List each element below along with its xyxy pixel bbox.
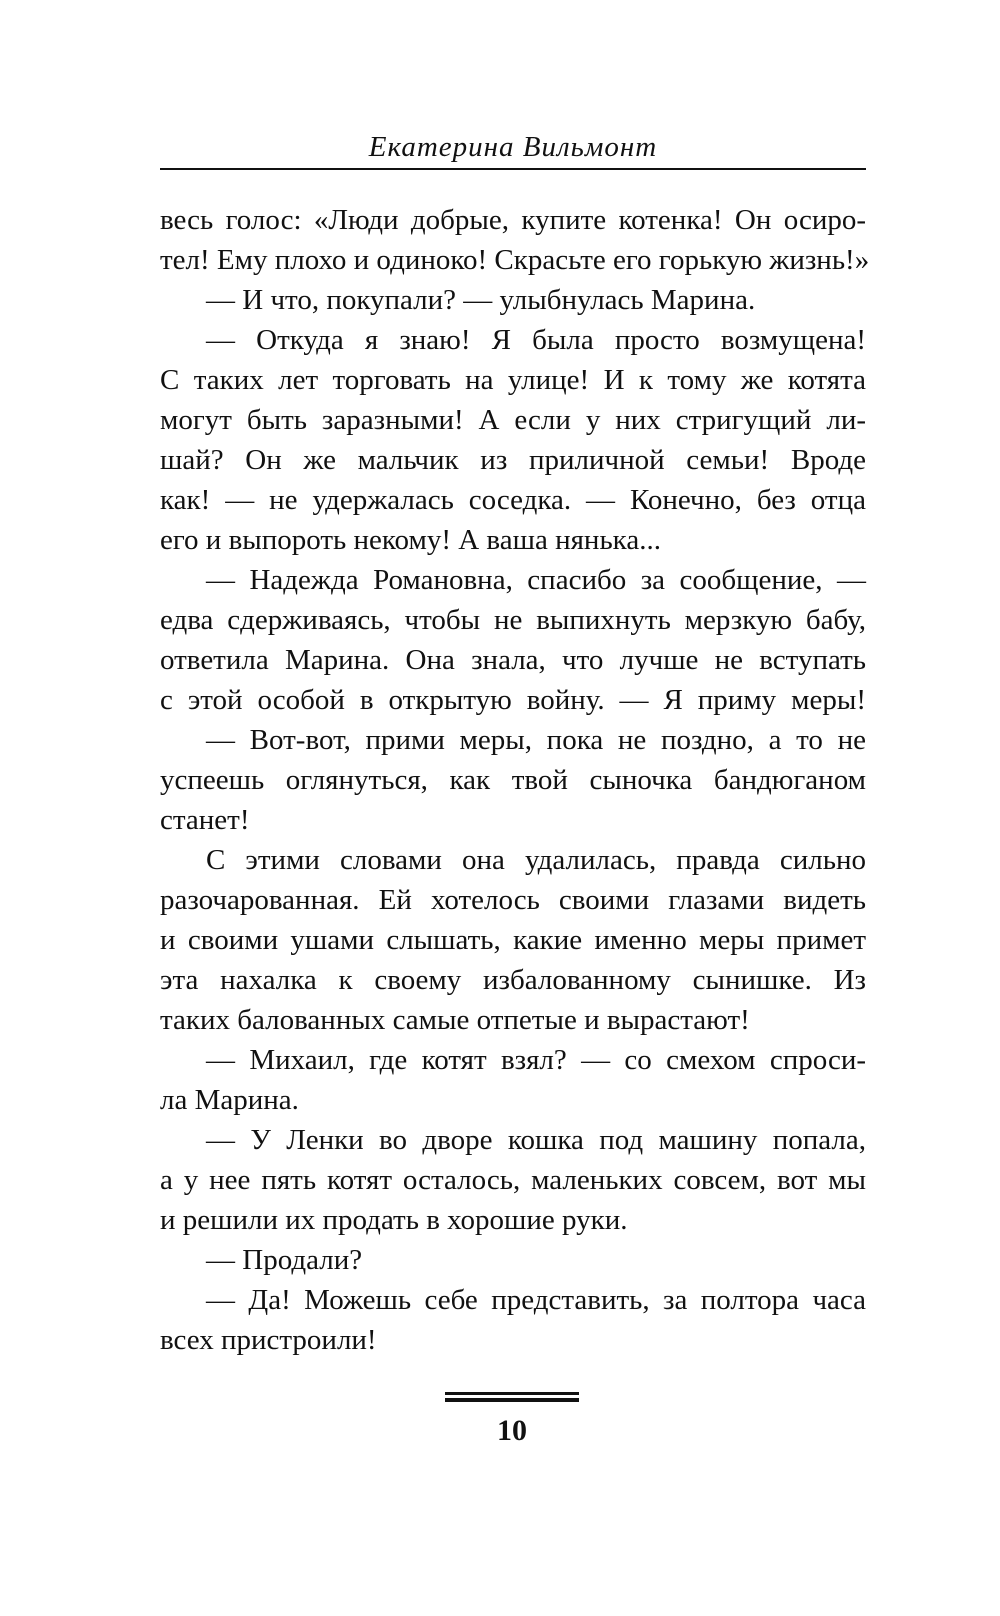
text-line: — И что, покупали? — улыбнулась Марина. bbox=[206, 284, 756, 316]
text-line: могут быть заразными! А если у них стригущий ли- bbox=[160, 404, 866, 436]
text-line: станет! bbox=[160, 804, 250, 836]
text-line: шай? Он же мальчик из приличной семьи! Вроде bbox=[160, 444, 866, 476]
footer-rule-thin bbox=[445, 1392, 579, 1395]
header-rule bbox=[160, 168, 866, 170]
footer-ornament-rule bbox=[445, 1392, 579, 1402]
text-line: а у нее пять котят осталось, маленьких совсем, вот мы bbox=[160, 1164, 866, 1196]
text-line: С таких лет торговать на улице! И к тому же котята bbox=[160, 364, 866, 396]
text-line: ответила Марина. Она знала, что лучше не вступать bbox=[160, 644, 866, 676]
text-line: разочарованная. Ей хотелось своими глазами видеть bbox=[160, 884, 866, 916]
text-line: как! — не удержалась соседка. — Конечно, без отца bbox=[160, 484, 866, 516]
text-line: и решили их продать в хорошие руки. bbox=[160, 1204, 628, 1236]
text-line: С этими словами она удалилась, правда сильно bbox=[206, 844, 866, 876]
body-text bbox=[160, 200, 870, 1360]
text-line: — Да! Можешь себе представить, за полтора часа bbox=[206, 1284, 866, 1316]
page-number: 10 bbox=[497, 1414, 527, 1447]
text-line: тел! Ему плохо и одиноко! Скрасьте его горькую жизнь!» bbox=[160, 244, 870, 276]
text-line: его и выпороть некому! А ваша нянька... bbox=[160, 524, 661, 556]
footer-rule-thick bbox=[445, 1398, 579, 1402]
text-line: — Вот-вот, прими меры, пока не поздно, а то не bbox=[206, 724, 866, 756]
text-line: таких балованных самые отпетые и вырастают! bbox=[160, 1004, 750, 1036]
text-line: — У Ленки во дворе кошка под машину попала, bbox=[206, 1124, 866, 1156]
text-line: едва сдерживаясь, чтобы не выпихнуть мерзкую бабу, bbox=[160, 604, 866, 636]
text-line: — Продали? bbox=[206, 1244, 363, 1276]
text-line: и своими ушами слышать, какие именно меры примет bbox=[160, 924, 866, 956]
text-line: всех пристроили! bbox=[160, 1324, 377, 1356]
text-line: — Откуда я знаю! Я была просто возмущена! bbox=[206, 324, 866, 356]
text-line: весь голос: «Люди добрые, купите котенка! Он осиро- bbox=[160, 204, 866, 236]
text-line: успеешь оглянуться, как твой сыночка бандюганом bbox=[160, 764, 866, 796]
text-line: — Михаил, где котят взял? — со смехом спроси- bbox=[206, 1044, 866, 1076]
text-line: — Надежда Романовна, спасибо за сообщение, — bbox=[206, 564, 866, 596]
running-header bbox=[160, 130, 866, 164]
text-line: с этой особой в открытую войну. — Я приму меры! bbox=[160, 684, 866, 716]
text-line: ла Марина. bbox=[160, 1084, 299, 1116]
author-name: Екатерина Вильмонт bbox=[368, 131, 658, 163]
text-line: эта нахалка к своему избалованному сынишке. Из bbox=[160, 964, 866, 996]
